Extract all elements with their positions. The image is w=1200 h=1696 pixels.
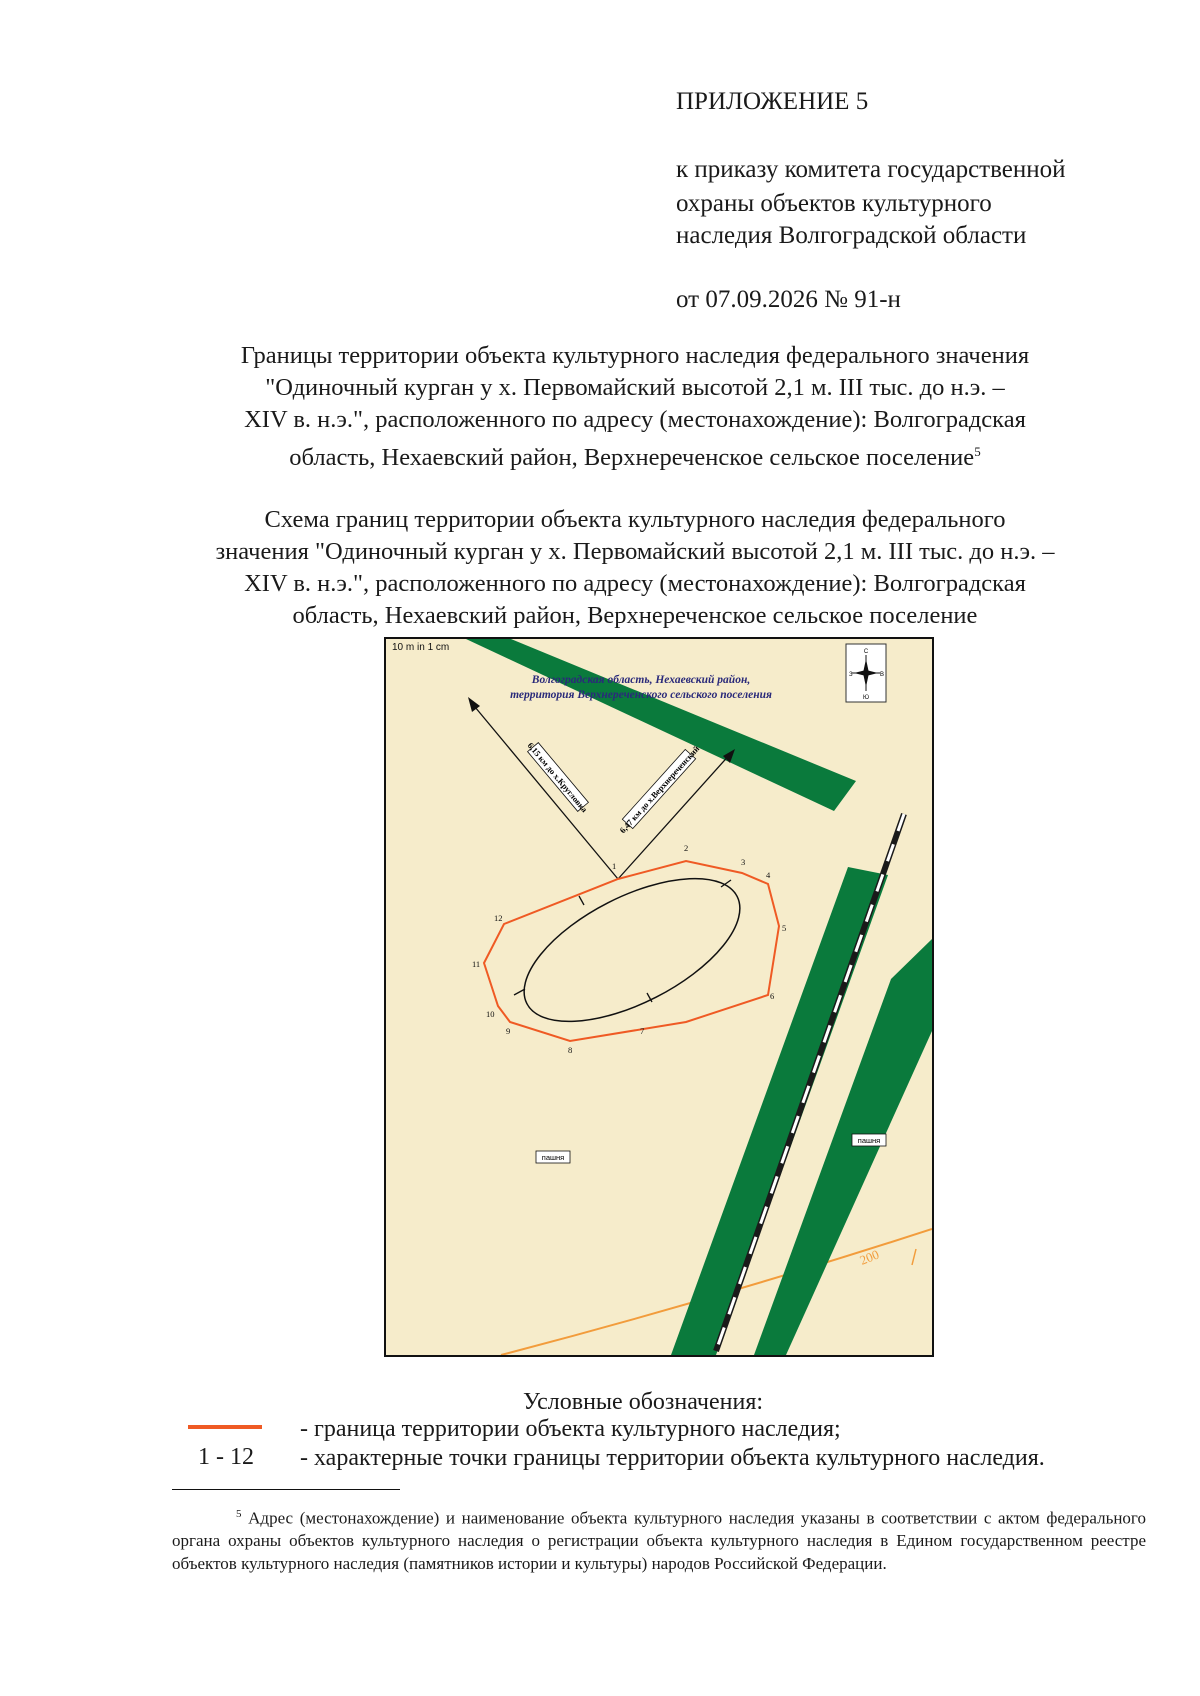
order-line-3: наследия Волгоградской области xyxy=(676,222,1027,249)
title-line-4-text: область, Нехаевский район, Верхнереченское сельское поселение xyxy=(289,444,975,472)
legend-points-desc: - характерные точки границы территории объекта культурного наследия. xyxy=(300,1445,1045,1471)
barrow-ticks xyxy=(514,880,731,1002)
footnote-separator xyxy=(172,1489,400,1490)
point-label-6: 6 xyxy=(770,991,775,1001)
point-label-12: 12 xyxy=(494,913,503,923)
contour-tick xyxy=(912,1249,916,1265)
scheme-line-2: значения "Одиночный курган у х. Первомайский высотой 2,1 м. III тыс. до н.э. – xyxy=(215,538,1055,565)
scheme-line-3: XIV в. н.э.", расположенного по адресу (местонахождение): Волгоградская xyxy=(244,570,1026,597)
map-canvas xyxy=(386,639,932,1355)
title-line-3: XIV в. н.э.", расположенного по адресу (местонахождение): Волгоградская xyxy=(244,406,1026,433)
appendix-label: ПРИЛОЖЕНИЕ 5 xyxy=(676,88,869,115)
compass-n: С xyxy=(863,649,869,655)
point-label-9: 9 xyxy=(506,1026,511,1036)
scheme-line-4: область, Нехаевский район, Верхнереченское сельское поселение xyxy=(292,602,978,629)
legend-points-symbol: 1 - 12 xyxy=(198,1444,254,1470)
point-label-2: 2 xyxy=(684,843,689,853)
order-line-1: к приказу комитета государственной xyxy=(676,156,1066,183)
order-date: от 07.09.2026 № 91-н xyxy=(676,286,901,313)
land-label-1: пашня xyxy=(541,1153,565,1162)
title-line-2: "Одиночный курган у х. Первомайский высотой 2,1 м. III тыс. до н.э. – xyxy=(265,374,1005,401)
direction-label-1: 6,15 км до х.Кругловка xyxy=(525,740,590,815)
legend-heading: Условные обозначения: xyxy=(523,1389,764,1415)
point-label-11: 11 xyxy=(472,959,481,969)
footnote-text: Адрес (местонахождение) и наименование объекта культурного наследия указаны в соответствии с актом федерального органа охраны объектов культурного наследия о регистрации объекта культурного наследия в Едином государственном реестре объектов культурного наследия (памятников истории и культуры) народов Российской Федерации. xyxy=(172,1508,1146,1573)
compass-e: В xyxy=(880,672,885,678)
point-label-3: 3 xyxy=(741,857,746,867)
compass-w: З xyxy=(849,672,853,678)
document-title xyxy=(150,340,1120,474)
direction-label-2: 6,47 км до х.Верхнереченский xyxy=(617,743,702,836)
title-line-1: Границы территории объекта культурного наследия федерального значения xyxy=(240,342,1030,369)
point-label-10: 10 xyxy=(486,1009,495,1019)
title-line-4 xyxy=(150,436,1120,474)
compass-s: Ю xyxy=(862,695,870,701)
region-label-1: Волгоградская область, Нехаевский район, xyxy=(531,674,751,686)
region-label-2: территория Верхнереченского сельского поселения xyxy=(510,689,772,701)
land-label-2: пашня xyxy=(857,1136,881,1145)
heritage-boundary xyxy=(484,861,779,1041)
point-label-4: 4 xyxy=(766,870,771,880)
order-line-2: охраны объектов культурного xyxy=(676,190,992,217)
land-label-1-box xyxy=(536,1151,570,1163)
point-label-1: 1 xyxy=(612,861,617,871)
contour-label: 200 xyxy=(857,1246,882,1268)
legend-line-desc: - граница территории объекта культурного наследия; xyxy=(300,1416,841,1442)
point-label-7: 7 xyxy=(640,1026,645,1036)
point-label-5: 5 xyxy=(782,923,787,933)
scheme-title xyxy=(150,504,1120,632)
legend-line-symbol xyxy=(188,1425,262,1429)
point-label-8: 8 xyxy=(568,1045,573,1055)
scale-label: 10 m in 1 cm xyxy=(392,642,450,653)
direction-arrow-1 xyxy=(468,697,618,879)
compass-rose-icon xyxy=(846,644,886,702)
direction-label-1-box xyxy=(524,739,592,816)
footnote xyxy=(172,1503,1146,1575)
boundary-point-labels xyxy=(472,843,786,1055)
title-footnote-mark[interactable]: 5 xyxy=(974,444,981,459)
direction-label-2-box xyxy=(616,742,703,836)
scheme-line-1: Схема границ территории объекта культурного наследия федерального xyxy=(264,506,1006,533)
footnote-mark: 5 xyxy=(236,1508,242,1520)
boundary-scheme-map xyxy=(384,637,934,1357)
land-label-2-box xyxy=(852,1134,886,1146)
barrow-outline xyxy=(503,849,761,1051)
